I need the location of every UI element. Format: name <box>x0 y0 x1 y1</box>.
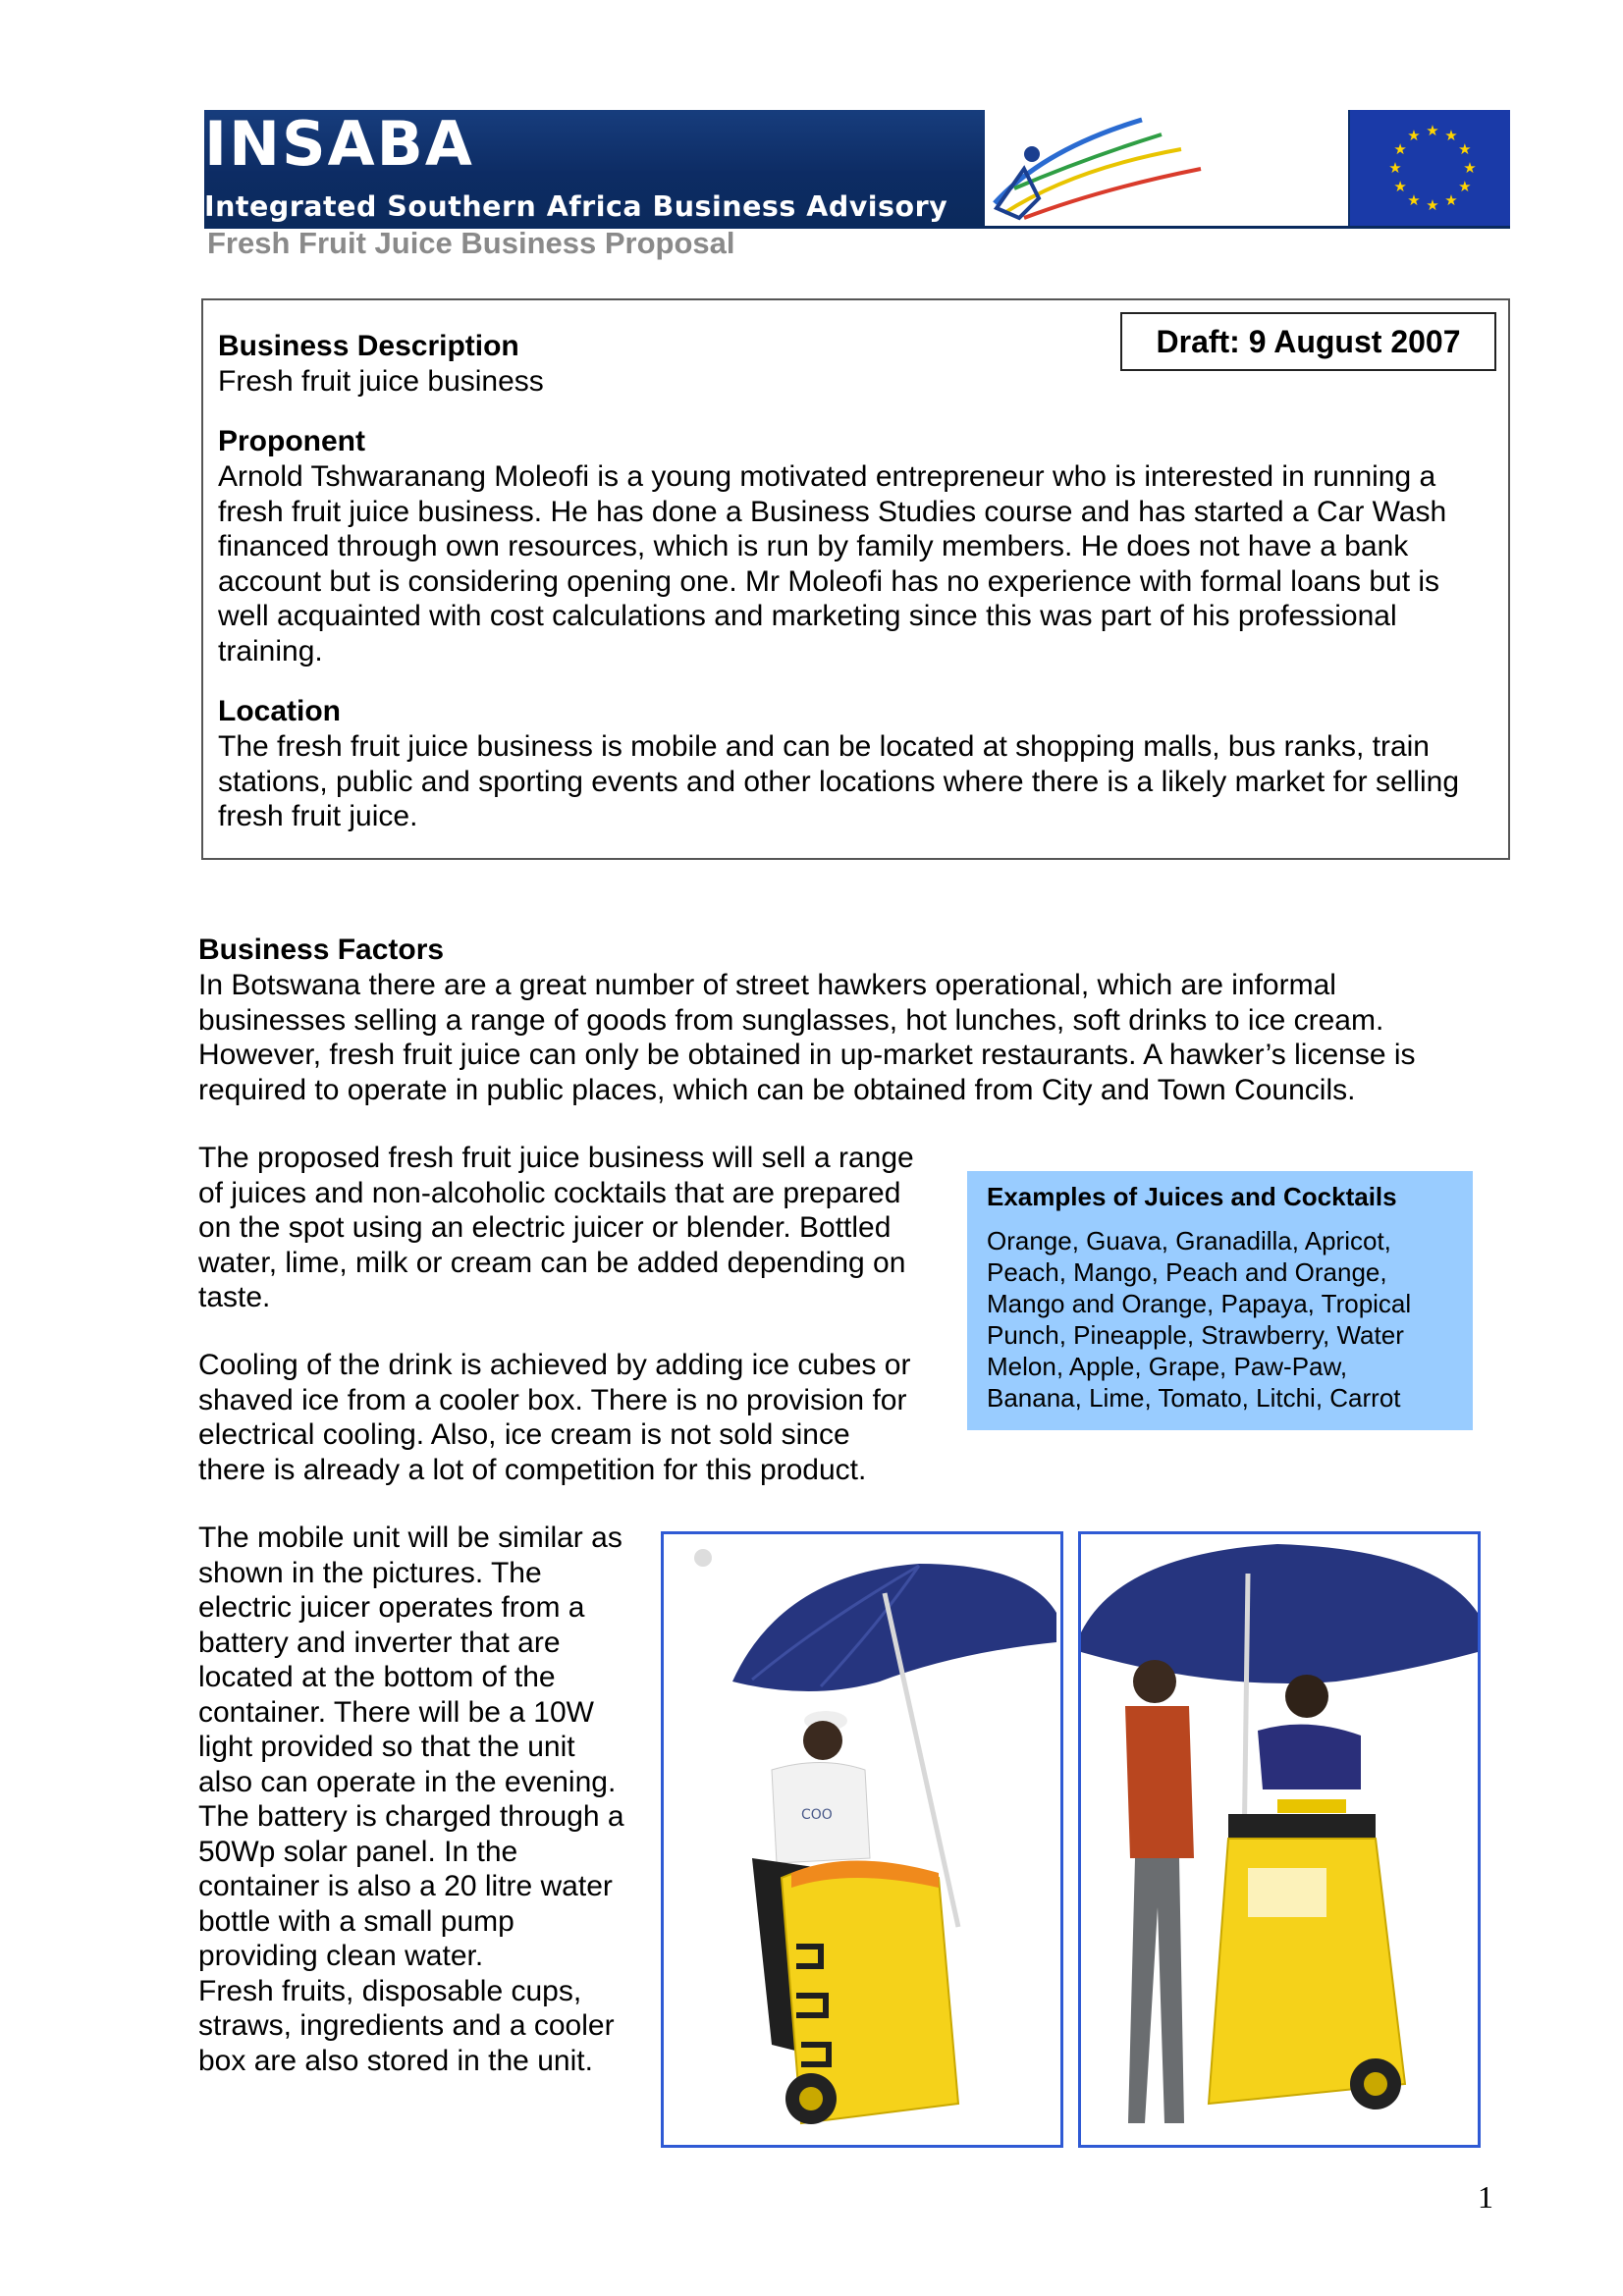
proponent-line: financed through own resources, which is run by family members. He does not have a bank <box>218 530 1409 562</box>
juice-examples-box <box>967 1171 1473 1430</box>
paragraph-line: 50Wp solar panel. In the <box>198 1835 518 1868</box>
juice-line: Mango and Orange, Papaya, Tropical <box>987 1289 1412 1318</box>
paragraph-line: taste. <box>198 1281 271 1313</box>
eu-star-icon: ★ <box>1393 179 1407 195</box>
proponent-line: account but is considering opening one. Mr Moleofi has no experience with formal loans but is <box>218 564 1440 598</box>
juice-cart-vendor-photo <box>661 1531 1063 2148</box>
eu-star-icon: ★ <box>1444 128 1458 145</box>
juice-cart-customers-photo <box>1078 1531 1481 2148</box>
proponent-heading: Proponent <box>218 425 365 457</box>
eu-star-icon: ★ <box>1388 160 1402 177</box>
business-description-heading: Business Description <box>218 330 519 362</box>
page-number: 1 <box>1478 2179 1493 2215</box>
juice-examples-title: Examples of Juices and Cocktails <box>987 1182 1397 1211</box>
header-banner <box>204 110 1510 229</box>
paragraph-line: shaved ice from a cooler box. There is no provision for <box>198 1383 907 1416</box>
paragraph-line: The mobile unit will be similar as <box>198 1522 622 1554</box>
paragraph-line: businesses selling a range of goods from sunglasses, hot lunches, soft drinks to ice cream. <box>198 1003 1384 1037</box>
paragraph-line: light provided so that the unit <box>198 1731 575 1763</box>
paragraph-line: bottle with a small pump <box>198 1904 514 1938</box>
eu-star-icon: ★ <box>1407 128 1421 145</box>
proponent-line: fresh fruit juice business. He has done a Business Studies course and has started a Car Wash <box>218 495 1447 528</box>
paragraph-line: electrical cooling. Also, ice cream is not sold since <box>198 1418 850 1451</box>
paragraph-line: electric juicer operates from a <box>198 1591 585 1624</box>
draft-label: Draft: 9 August 2007 <box>1120 312 1496 371</box>
eu-flag-icon <box>1350 110 1510 226</box>
eu-star-icon: ★ <box>1426 123 1439 139</box>
paragraph-line: shown in the pictures. The <box>198 1556 542 1589</box>
paragraph-line: on the spot using an electric juicer or blender. Bottled <box>198 1211 892 1244</box>
insaba-brand <box>204 110 985 226</box>
business-factors-paragraph-1 <box>198 968 1514 1107</box>
paragraph-line: located at the bottom of the <box>198 1661 556 1693</box>
paragraph-line: also can operate in the evening. <box>198 1765 617 1798</box>
document-subtitle: Fresh Fruit Juice Business Proposal <box>207 226 735 260</box>
eu-star-icon: ★ <box>1458 141 1472 158</box>
proponent-paragraph <box>218 459 1494 668</box>
juice-line: Orange, Guava, Granadilla, Apricot, <box>987 1226 1391 1255</box>
brand-title: INSABA <box>204 110 474 180</box>
paragraph-line: of juices and non-alcoholic cocktails that are prepared <box>198 1176 901 1209</box>
cart-logo-text: COO <box>801 1807 833 1823</box>
paragraph-line: required to operate in public places, which can be obtained from City and Town Councils. <box>198 1073 1356 1106</box>
paragraph-line: box are also stored in the unit. <box>198 2044 593 2077</box>
juice-line: Banana, Lime, Tomato, Litchi, Carrot <box>987 1383 1401 1413</box>
business-factors-heading: Business Factors <box>198 934 445 966</box>
paragraph-line: However, fresh fruit juice can only be obtained in up-market restaurants. A hawker’s license is <box>198 1039 1416 1071</box>
eu-star-icon: ★ <box>1393 141 1407 158</box>
proponent-line: Arnold Tshwaranang Moleofi is a young motivated entrepreneur who is interested in running a <box>218 460 1436 493</box>
juice-line: Melon, Apple, Grape, Paw-Paw, <box>987 1352 1348 1381</box>
eu-star-icon: ★ <box>1463 160 1477 177</box>
eu-star-icon: ★ <box>1426 197 1439 214</box>
paragraph-line: The battery is charged through a <box>198 1800 624 1833</box>
juice-examples-list <box>987 1225 1468 1414</box>
paragraph-line: Fresh fruits, disposable cups, <box>198 1974 582 2007</box>
business-factors-paragraph-4 <box>198 1521 650 2078</box>
eu-star-icon: ★ <box>1407 191 1421 209</box>
location-heading: Location <box>218 695 341 727</box>
juice-line: Peach, Mango, Peach and Orange, <box>987 1257 1387 1287</box>
business-factors-paragraph-2 <box>198 1141 945 1315</box>
eu-star-icon: ★ <box>1458 179 1472 195</box>
paragraph-line: there is already a lot of competition for this product. <box>198 1453 867 1486</box>
paragraph-line: The proposed fresh fruit juice business will sell a range <box>198 1142 914 1174</box>
eu-star-icon: ★ <box>1444 191 1458 209</box>
paragraph-line: container. There will be a 10W <box>198 1695 594 1729</box>
paragraph-line: Cooling of the drink is achieved by adding ice cubes or <box>198 1349 911 1381</box>
paragraph-line: straws, ingredients and a cooler <box>198 2009 615 2042</box>
paragraph-line: In Botswana there are a great number of street hawkers operational, which are informal <box>198 969 1336 1001</box>
business-factors-paragraph-3 <box>198 1348 945 1487</box>
location-line: The fresh fruit juice business is mobile and can be located at shopping malls, bus ranks, train <box>218 730 1430 763</box>
location-line: stations, public and sporting events and other locations where there is a likely market for selling <box>218 765 1459 798</box>
paragraph-line: water, lime, milk or cream can be added depending on <box>198 1246 906 1279</box>
paragraph-line: battery and inverter that are <box>198 1626 561 1659</box>
location-line: fresh fruit juice. <box>218 800 418 832</box>
paragraph-line: container is also a 20 litre water <box>198 1870 613 1902</box>
location-paragraph <box>218 729 1494 834</box>
paragraph-line: providing clean water. <box>198 1940 484 1972</box>
athlete-logo-icon <box>985 110 1348 226</box>
proponent-line: training. <box>218 634 323 667</box>
brand-subtitle: Integrated Southern Africa Business Advisory <box>204 190 948 223</box>
business-description-text: Fresh fruit juice business <box>218 365 544 398</box>
juice-line: Punch, Pineapple, Strawberry, Water <box>987 1320 1404 1350</box>
proponent-line: well acquainted with cost calculations and marketing since this was part of his professional <box>218 600 1397 632</box>
